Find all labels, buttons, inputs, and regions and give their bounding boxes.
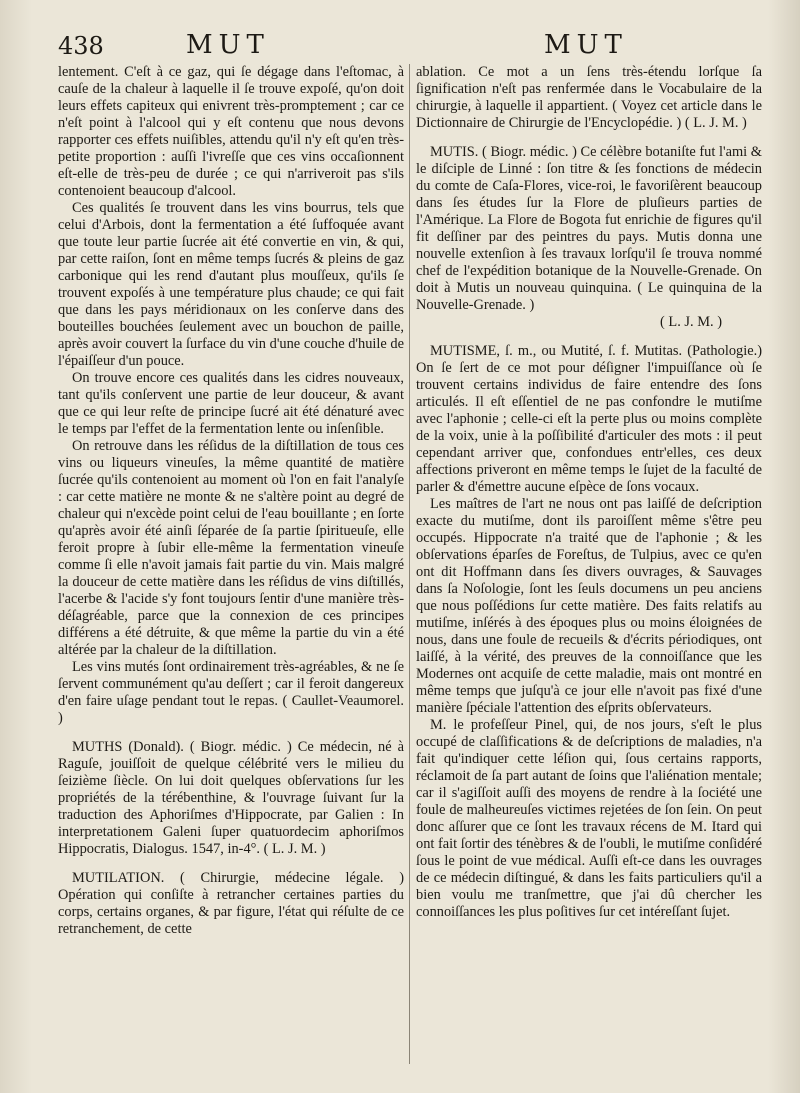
paragraph: Ces qualités ſe trouvent dans les vins bourrus, tels que celui d'Arbois, dont la fermentation a été ſuffoquée avant que toute leur partie ſucrée ait été convertie en vin, & qui, par cette raiſon, ſont en même temps ſucrés & pleins de gaz carbonique qui les rend d'autant plus mouſſeux, qu'ils ſe trouvent expoſés à une température plus chaude; ce qui fait que dans les pays méridionaux on les conſerve dans des bouteilles bouchées ſeulement avec un bouchon de paille, après avoir couvert la ſurface du vin d'une couche d'huile de l'épaiſſeur d'un pouce.	[58, 200, 404, 369]
right-column	[416, 64, 762, 921]
entry-mutis: MUTIS. ( Biogr. médic. ) Ce célèbre botaniſte fut l'ami & le diſciple de Linné : ſon titre & ſes fonctions de médecin du comte de Caſa-Flores, vice-roi, le favoriſèrent beaucoup dans ſes études ſur la Flore de pluſieurs parties de l'Amérique. La Flore de Bogota fut enrichie de figures qu'il fit deſſiner par des peintres du pays. Mutis donna une nouvelle extenſion à ſes travaux lorſqu'il ſe trouva nommé chef de l'expédition botanique de la Nouvelle-Grenade. On doit à Mutis un nouveau quinquina. ( Le quinquina de la Nouvelle-Grenade. )	[416, 144, 762, 313]
paragraph: lentement. C'eſt à ce gaz, qui ſe dégage dans l'eſtomac, à cauſe de la chaleur à laquelle il ſe trouve expoſé, qu'on doit leurs effets capiteux qui enivrent très-promptement ; car ce n'eſt point à l'alcool qui y eſt contenu que nous devons rapporter ces effets nuiſibles, attendu qu'il n'y eſt qu'en très-petite proportion : auſſi l'ivreſſe que ces vins occaſionnent eſt-elle de très-peu de durée ; ce qui n'arriveroit pas s'ils contenoient beaucoup d'alcool.	[58, 64, 404, 199]
page-number: 438	[58, 32, 104, 60]
paragraph: M. le profeſſeur Pinel, qui, de nos jours, s'eſt le plus occupé de claſſifications & de deſcriptions de maladies, n'a fait qu'indiquer cette léſion qui, ſous certains rapports, réclamoit de ſa part autant de ſoins que l'aliénation mentale; car il s'agiſſoit auſſi des moyens de rendre à la ſociété une foule de malheureuſes victimes rejetées de ſon ſein. On peut donc aſſurer que ce ſont les travaux récens de M. Itard qui ont fait ſortir des ténèbres & de l'oubli, le mutiſme conſidéré ſous le point de vue médical. Auſſi eſt-ce dans les ouvrages de ce médecin diſtingué, & dans les faits particuliers qu'il a bien voulu me tranſmettre, que j'ai dû chercher les connoiſſances les plus poſitives ſur cet intéreſſant ſujet.	[416, 717, 762, 920]
running-head-right: MUT	[544, 30, 628, 60]
entry-mutisme: MUTISME, ſ. m., ou Mutité, ſ. f. Mutitas. (Pathologie.) On ſe ſert de ce mot pour déſigner l'impuiſſance où ſe trouvent certains individus de faire entendre des ſons articulés. Il eſt eſſentiel de ne pas confondre le mutiſme avec l'aphonie ; celle-ci eſt la perte plus ou moins complète de la voix, unie à la poſſibilité d'articuler des mots : il peut cependant arriver que, confondues entr'elles, ces deux affections priveront en même temps le ſujet de la faculté de parler & d'émettre aucune eſpèce de ſons vocaux.	[416, 343, 762, 495]
left-column	[58, 64, 404, 938]
paragraph: On retrouve dans les réſidus de la diſtillation de tous ces vins ou liqueurs vineuſes, la même quantité de matière ſucrée qu'ils contenoient au moment où l'on en fait l'analyſe : car cette matière ne monte & ne s'altère point au degré de chaleur qui n'excède point celui de l'eau bouillante ; en ſorte qu'après avoir été ainſi ſéparée de ſa partie ſpiritueuſe, elle feroit propre à ſubir elle-même la fermentation vineuſe comme ſi elle n'avoit jamais fait partie du vin. Mais malgré la douceur de cette matière dans les réſidus de vins diſtillés, l'acerbe & l'acide s'y font toujours ſentir d'une manière très-déſagréable, parce que la connexion de ces principes différens a été détruite, & que même la partie du vin a été altérée par la chaleur de la diſtillation.	[58, 438, 404, 658]
page-header	[58, 30, 764, 64]
entry-muths: MUTHS (Donald). ( Biogr. médic. ) Ce médecin, né à Raguſe, jouiſſoit de quelque célébrité vers le milieu du ſeizième ſiècle. On lui doit quelques obſervations ſur les propriétés de la térébenthine, & l'ouvrage ſuivant ſur la traduction des Aphoriſmes d'Hippocrate, par Galien : In interpretationem Galeni ſuper quatuordecim aphoriſmos Hippocratis, Dialogus. 1547, in-4°. ( L. J. M. )	[58, 739, 404, 857]
paragraph: On trouve encore ces qualités dans les cidres nouveaux, tant qu'ils conſervent une partie de leur douceur, & avant que ce qui leur reſte de principe ſucré ait été dénaturé avec le temps par l'effet de la fermentation lente ou inſenſible.	[58, 370, 404, 437]
entry-mutilation: MUTILATION. ( Chirurgie, médecine légale. ) Opération qui conſiſte à retrancher certaines parties du corps, certains organes, & par figure, l'état qui réſulte de ce retranchement, de cette	[58, 870, 404, 937]
paragraph: Les vins mutés ſont ordinairement très-agréables, & ne ſe ſervent communément qu'au deſſert ; car il feroit dangereux d'en faire uſage pendant tout le repas. ( Caullet-Veaumorel. )	[58, 659, 404, 726]
column-divider	[409, 64, 410, 1064]
paragraph: Les maîtres de l'art ne nous ont pas laiſſé de deſcription exacte du mutiſme, dont ils paroiſſent même s'être peu occupés. Hippocrate n'a traité que de l'aphonie ; & les obſervations éparſes de Foreſtus, de Tulpius, avec ce qu'en ont dit Hoffmann dans ſes divers ouvrages, & Sauvages dans ſa Noſologie, ſont les ſeuls documens un peu anciens que nous poſſédions ſur cette matière. Des faits relatifs au mutiſme, inſérés à des époques plus ou moins éloignées de nous, dans une foule de recueils & d'écrits périodiques, ont laiſſé, à la vérité, des preuves de la connoiſſance que les Modernes ont acquiſe de cette maladie, mais ont montré en même temps que juſqu'à ce jour elle n'avoit pas fixé d'une manière ſpéciale l'attention des eſprits obſervateurs.	[416, 496, 762, 716]
paragraph: ablation. Ce mot a un ſens très-étendu lorſque ſa ſignification n'eſt pas renfermée dans le Vocabulaire de la chirurgie, à laquelle il appartient. ( Voyez cet article dans le Dictionnaire de Chirurgie de l'Encyclopédie. ) ( L. J. M. )	[416, 64, 762, 131]
signature: ( L. J. M. )	[660, 314, 722, 330]
running-head-left: MUT	[186, 30, 270, 60]
